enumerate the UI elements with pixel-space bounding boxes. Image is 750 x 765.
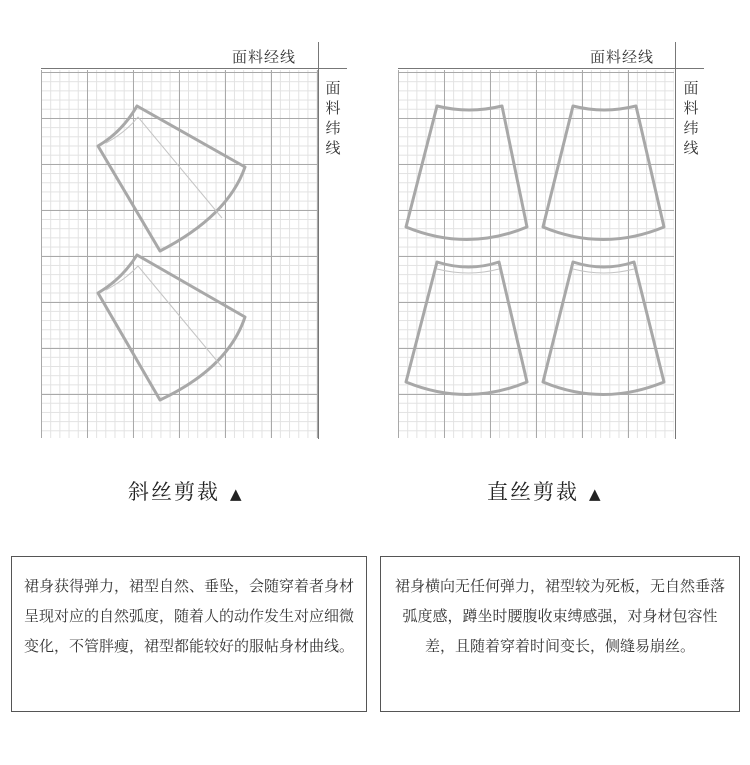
triangle-up-icon: ▲ [230,485,242,503]
weft-label: 面 料 纬 线 [325,79,341,157]
weft-label: 面 料 纬 线 [683,79,699,157]
warp-axis-line [398,68,704,69]
bias-cut-description: 裙身获得弹力，裙型自然、垂坠，会随穿着者身材呈现对应的自然弧度，随着人的动作发生对应细微变化，不管胖瘦，裙型都能较好的服帖身材曲线。 [11,556,367,712]
triangle-up-icon: ▲ [589,485,601,503]
warp-label: 面料经线 [590,48,655,66]
straight-skirt-waist-bottom-right [573,269,634,273]
caption-text: 直丝剪裁 [487,480,579,504]
straight-cut-caption [487,476,601,506]
straight-skirt-piece-bottom-left [406,262,527,395]
straight-skirt-piece-top-left [406,106,527,240]
straight-skirt-piece-top-right [543,106,664,240]
straight-skirt-piece-bottom-right [543,262,664,395]
weft-axis-line [675,42,676,439]
warp-label: 面料经线 [232,48,297,66]
straight-cut-description: 裙身横向无任何弹力，裙型较为死板，无自然垂落弧度感，蹲坐时腰腹收束缚感强，对身材包容性差，且随着穿着时间变长，侧缝易崩丝。 [380,556,740,712]
caption-text: 斜丝剪裁 [128,480,220,504]
straight-skirt-waist-bottom-left [437,269,499,273]
